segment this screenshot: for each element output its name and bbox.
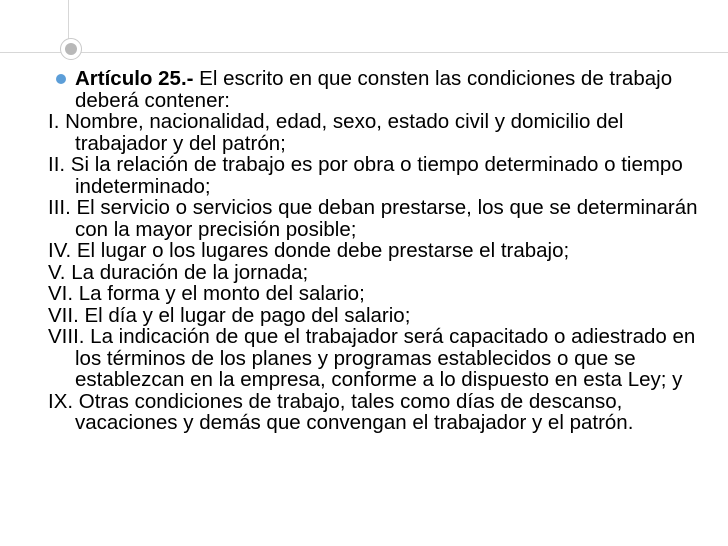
item-text: La duración de la jornada; [65,260,309,284]
list-item-v [48,262,720,284]
item-number: IV. [48,239,72,262]
item-number: V. [48,260,66,284]
item-number: VI. [48,282,74,305]
list-item-ii [48,154,720,197]
item-number: VII. [48,303,79,327]
item-number: IX. [48,389,74,413]
item-text: La indicación de que el trabajador será capacitado o adiestrado en los términos de los planes y programas establecidos o que se establezcan en la empresa, conforme a lo dispuesto en esta Ley; y [75,325,696,391]
item-text: Nombre, nacionalidad, edad, sexo, estado civil y domicilio del trabajador y del patrón; [59,110,624,155]
item-text: Si la relación de trabajo es por obra o tiempo determinado o tiempo indeterminado; [65,153,683,198]
bullet-icon [56,74,66,84]
list-item-viii [48,326,720,391]
item-number: II. [48,153,66,176]
article-paragraph [48,68,720,111]
item-text: Otras condiciones de trabajo, tales como días de descanso, vacaciones y demás que convengan el trabajador y el patrón. [73,389,634,434]
list-item-vii [48,305,720,327]
list-item-vi [48,283,720,305]
item-text: El servicio o servicios que deban prestarse, los que se determinarán con la mayor precisión posible; [70,196,698,241]
item-number: III. [48,196,71,219]
list-item-i [48,111,720,154]
item-text: El lugar o los lugares donde debe prestarse el trabajo; [71,239,570,262]
slide-body [48,68,720,434]
decorative-dot-icon [65,43,77,55]
article-intro: El escrito en que consten las condiciones de trabajo deberá contener: [75,67,673,112]
item-text: La forma y el monto del salario; [73,282,365,305]
list-item-ix [48,391,720,434]
list-item-iv [48,240,720,262]
item-number: I. [48,110,60,133]
decorative-horizontal-line [0,52,728,53]
item-text: El día y el lugar de pago del salario; [78,303,411,327]
list-item-iii [48,197,720,240]
article-title: Artículo 25.- [75,67,194,90]
item-number: VIII. [48,325,85,348]
